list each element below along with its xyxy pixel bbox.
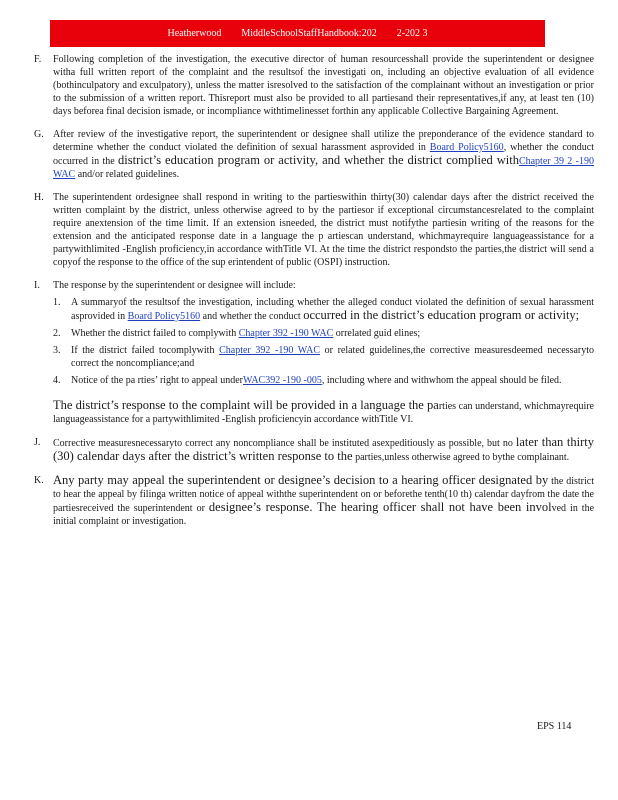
section-text: The superintendent ordesignee shall respond in writing to the partieswithin thirty(30) calendar days after the district received the written complaint by the district, unless otherwise agreed to by the partiesor if exceptional circumstancesrelated to the complaint require anextension of the time limit. If an extension isneeded, the district must notifythe partiesin writing of the reasons for the extension and the anticipated response date in a language the p artiescan understand, whichmayrequire languageassistance for a partywithlimited -English proficiency,in accordance withTitle VI. At the time the district respondsto the parties,the district will send a copyof the response to the office of the sup erintendent of public (OSPI) instruction. (53, 192, 594, 268)
section-g (34, 128, 594, 181)
list-item (53, 296, 594, 323)
section-text-large: The district’s response to the complaint will be provided in a language the pa (53, 398, 439, 412)
chapter-wac-link[interactable]: Chapter 392 -190 WAC (238, 328, 334, 339)
section-text: parties,unless otherwise agreed to bythe complainant. (352, 452, 570, 463)
section-j (34, 436, 594, 464)
section-closing (53, 399, 594, 426)
list-text: Whether the district failed to complywith (71, 328, 239, 339)
section-text-large: district’s education program or activity, and whether the district complied with (118, 153, 519, 167)
document-body (34, 53, 594, 538)
list-number: 2. (53, 328, 61, 339)
list-text: If the district failed tocomplywith (71, 345, 220, 356)
section-text: ved in the initial complaint or investigation. (53, 503, 595, 527)
section-letter: F. (34, 54, 42, 65)
section-text-large: Any party may appeal the superintendent or designee’s decision to a hearing officer designated by (53, 473, 549, 487)
section-letter: J. (34, 437, 41, 448)
list-number: 3. (53, 345, 61, 356)
list-text: , including where and withwhom the appeal should be filed. (321, 375, 562, 386)
section-text: Following completion of the investigation, the executive director of human resourcesshall provide the superintendent or designee witha full written report of the complaint and the resultsof the investigati on, including an objective evaluation of all evidence (bothinculpatory and exculpatory), unless the matter isresolved to the satisfaction of the complainant without an investigation or prior to the submission of a written report. Thisreport must also be provided to all partiesand their representatives,if any, at least ten (10) days beforea final decision ismade, or incompliance withtimelinesset forthin any applicable Collective Bargaining Agreement. (53, 54, 594, 117)
section-text: , whether the conduct occurred in the (53, 142, 594, 167)
section-h (34, 191, 594, 269)
list-text-large: occurred in the district’s education program or activity; (303, 308, 580, 322)
chapter-wac-link[interactable]: Chapter 392 -190 WAC (219, 345, 320, 356)
section-k (34, 474, 594, 528)
section-i (34, 279, 594, 426)
section-text: Corrective measuresnecessaryto correct any noncompliance shall be instituted asexpeditiously as possible, but no (53, 438, 516, 449)
list-item (53, 374, 594, 387)
chapter-wac-link[interactable]: Chapter 39 2 -190 WAC (53, 156, 594, 180)
list-item (53, 344, 594, 370)
list-text: and whether the conduct (200, 311, 304, 322)
section-text-large: designee’s response. The hearing officer shall not have been invol (208, 500, 552, 514)
section-text: rties can understand, whichmayrequire languageassistance for a partywithlimited -English proficiencyin accordance withTitle VI. (53, 401, 594, 425)
wac-link[interactable]: WAC392 -190 -005 (242, 375, 322, 386)
section-intro: The response by the superintendent or designee will include: (53, 280, 296, 291)
section-f (34, 53, 594, 118)
page-footer: EPS 114 (537, 721, 572, 732)
list-text: A summaryof the resultsof the investigation, including whether the alleged conduct violated the definition of sexual harassment asprovided in (71, 297, 594, 322)
board-policy-link[interactable]: Board Policy5160 (429, 142, 504, 153)
list-number: 4. (53, 375, 61, 386)
section-text: the district to hear the appeal by filinga written notice of appeal withthe superintendent on or beforethe tenth(10 th) calendar dayfrom the date the partiesreceived the superintendent or (53, 476, 594, 514)
list-text: Notice of the pa rties’ right to appeal under (71, 375, 243, 386)
list-number: 1. (53, 297, 61, 308)
board-policy-link[interactable]: Board Policy5160 (127, 311, 201, 322)
section-text-large: later than thirty (30) calendar days after the district’s written response to the (53, 435, 594, 463)
list-item (53, 327, 594, 340)
section-text: After review of the investigative report, the superintendent or designee shall utilize the preponderance of the evidence standard to determine whether the conduct violated the definition of sexual harassment asprovided in (53, 129, 594, 153)
document-header-banner: Heatherwood MiddleSchoolStaffHandbook:202 2-202 3 (50, 20, 545, 47)
section-text: and/or related guidelines. (75, 169, 180, 180)
section-letter: I. (34, 280, 40, 291)
list-text: orrelated guid elines; (333, 328, 421, 339)
section-letter: K. (34, 475, 44, 486)
list-text: or related guidelines,the corrective measuresdeemed necessaryto correct the noncompliance;and (71, 345, 595, 369)
section-letter: H. (34, 192, 44, 203)
section-letter: G. (34, 129, 44, 140)
